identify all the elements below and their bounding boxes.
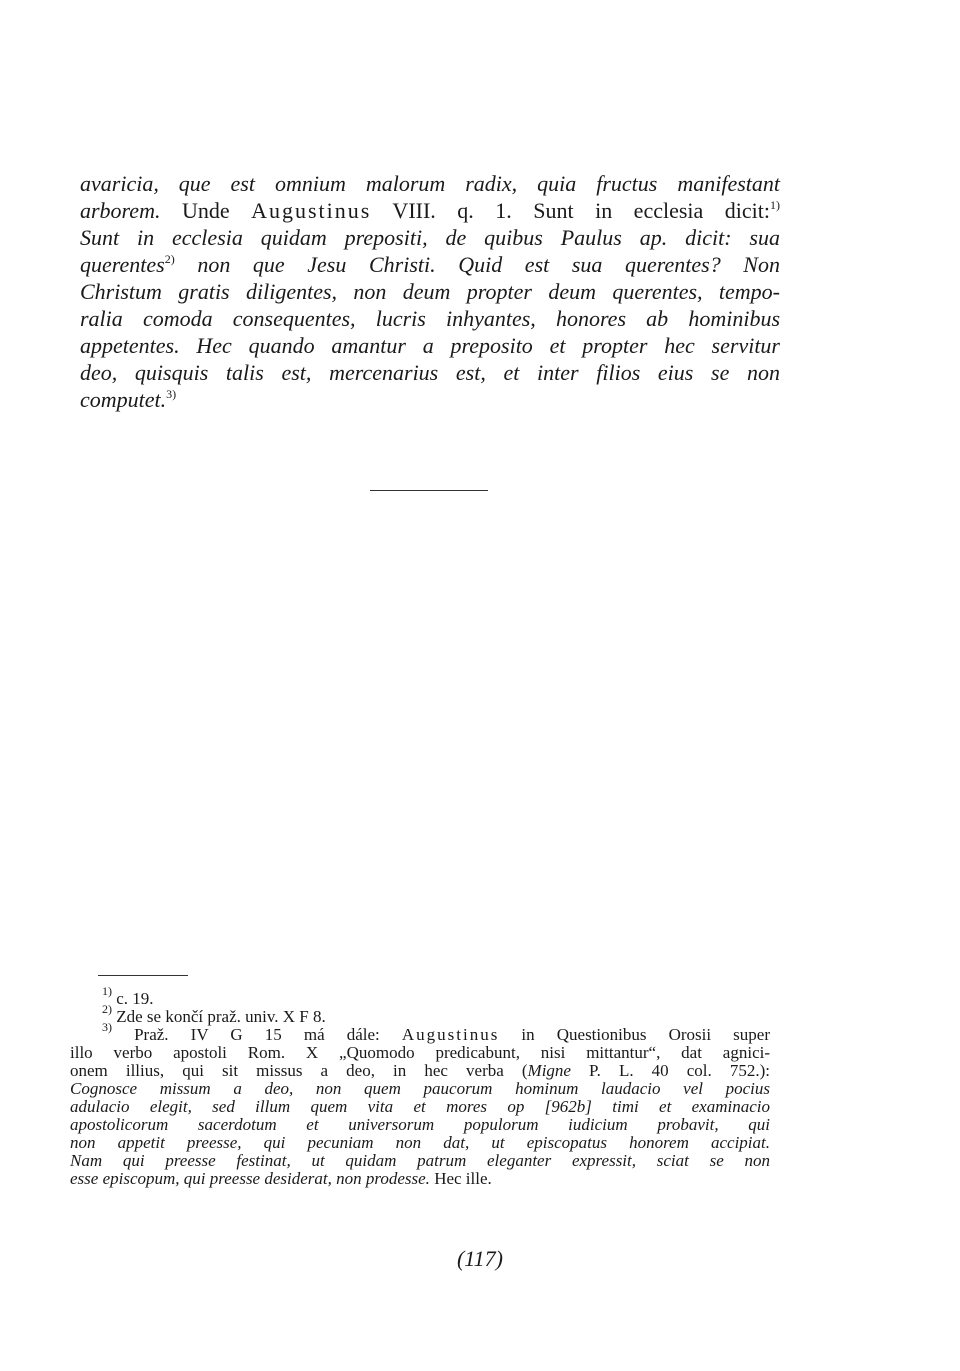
footnote-ref: 3) [166,387,177,401]
text-fragment: Unde [160,198,252,223]
footnote-line [70,1170,770,1188]
footnote-text: P. L. 40 col. 752.): [570,1061,770,1080]
footnote-rule [98,975,188,976]
footnote-2 [70,1002,770,1026]
text-fragment: querentes [80,252,165,277]
footnote-line [70,1062,770,1080]
footnote-text: Praž. IV G 15 má dále: [112,1025,402,1044]
text-line: deo, quisquis talis est, mercenarius est, et inter filios eius se non [80,360,780,385]
page-number: (117) [456,1246,504,1271]
footnote-ref: 1) [770,198,780,212]
footnote-text: c. 19. [112,989,154,1008]
footnote-text: Zde se končí praž. univ. X F 8. [112,1007,326,1026]
text-fragment: computet. [80,387,167,412]
footnote-text: onem illius, qui sit missus a deo, in hec verba ( [70,1061,528,1080]
author-name: Augustinus [401,1025,500,1044]
text-fragment: VIII. q. 1. Sunt in ecclesia dicit: [371,198,770,223]
text-line [80,197,780,224]
footnote-1 [70,984,770,1008]
text-line: appetentes. Hec quando amantur a preposito et propter hec servitur [80,333,780,358]
footnote-mark: 3) [102,1020,112,1034]
author-name: Augustinus [251,198,372,223]
footnote-text: in Questionibus Orosii super [499,1025,770,1044]
footnote-mark: 1) [102,984,112,998]
footnote-line: non appetit preesse, qui pecuniam non dat, ut episcopatus honorem accipiat. [70,1133,770,1152]
text-line: avaricia, que est omnium malorum radix, quia fructus manifestant [80,171,780,196]
main-text [80,170,780,413]
text-line: Christum gratis diligentes, non deum propter deum querentes, tempo- [80,279,780,304]
text-fragment: non que Jesu Christi. Quid est sua querentes? Non [174,252,780,277]
footnote-line: Cognosce missum a deo, non quem paucorum hominum laudacio vel pocius [70,1079,770,1098]
text-line [80,386,780,413]
footnote-text: esse episcopum, qui preesse desiderat, non prodesse. [70,1169,430,1188]
footnote-ref: 2) [164,252,175,266]
footnote-line: Nam qui preesse festinat, ut quidam patrum eleganter expressit, sciat se non [70,1151,770,1170]
text-line: Sunt in ecclesia quidam prepositi, de quibus Paulus ap. dicit: sua [80,225,780,250]
footnote-text: Migne [527,1061,571,1080]
footnote-mark: 2) [102,1002,112,1016]
text-line [80,251,780,278]
section-divider [370,490,488,491]
footnote-line: adulacio elegit, sed illum quem vita et mores op [962b] timi et examinacio [70,1097,770,1116]
footnote-line: illo verbo apostoli Rom. X „Quomodo predicabunt, nisi mittantur“, dat agnici- [70,1043,770,1062]
footnote-3 [70,1020,770,1044]
footnote-line: apostolicorum sacerdotum et universorum populorum iudicium probavit, qui [70,1115,770,1134]
text-line: ralia comoda consequentes, lucris inhyantes, honores ab hominibus [80,306,780,331]
footnotes [70,984,770,1188]
footnote-text: Hec ille. [429,1169,492,1188]
text-fragment: arborem. [80,198,161,223]
